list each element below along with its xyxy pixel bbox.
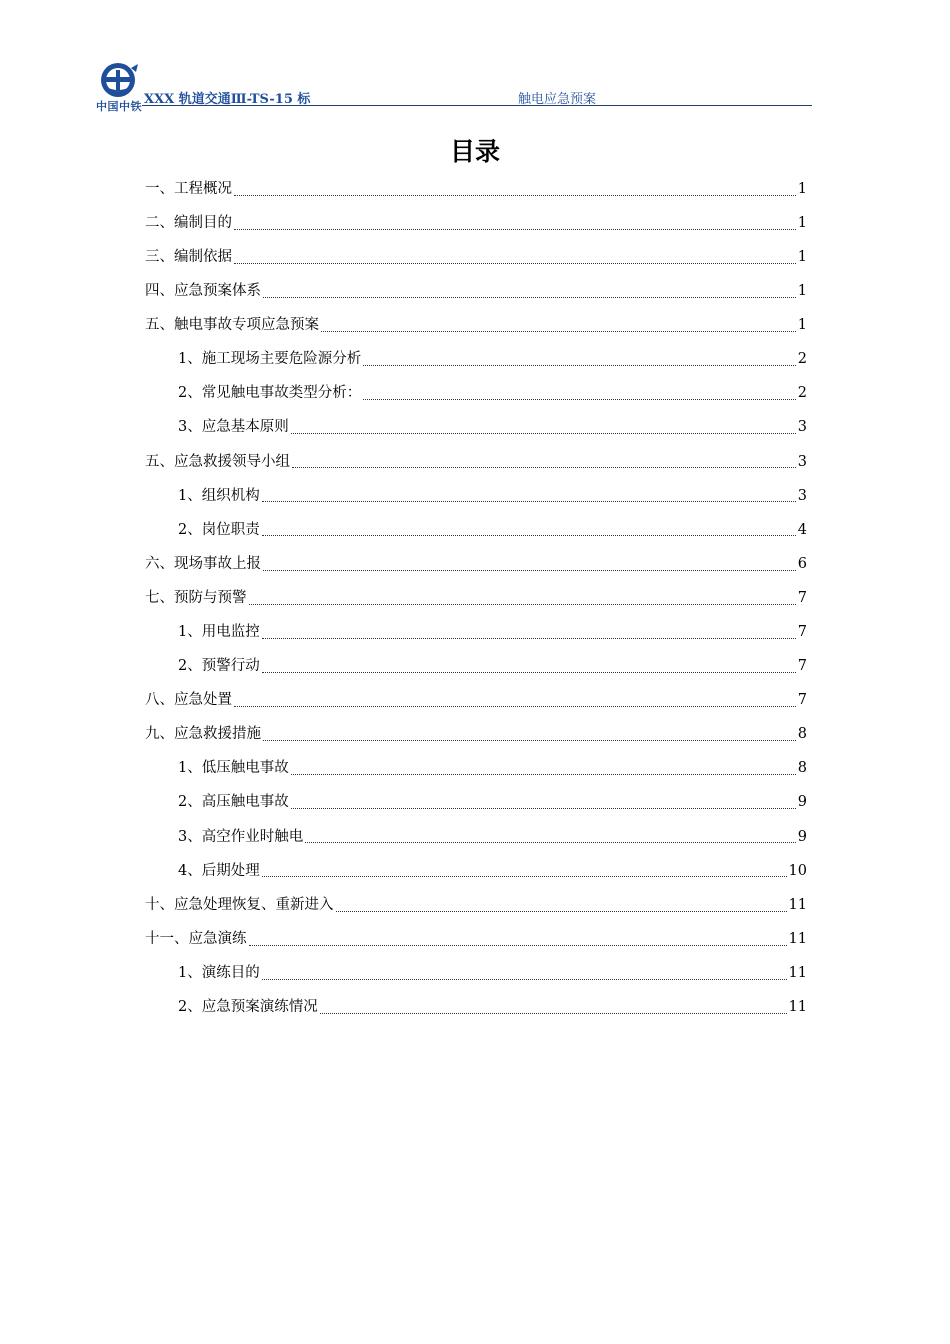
toc-entry-page: 4 — [797, 521, 807, 538]
toc-leader-dots — [234, 229, 796, 230]
toc-entry-label: 1、低压触电事故 — [178, 760, 289, 777]
toc-leader-dots — [262, 638, 796, 639]
toc-title: 目录 — [449, 137, 500, 166]
toc-entry[interactable] — [145, 206, 807, 240]
toc-entry-label: 七、预防与预警 — [145, 589, 247, 606]
toc-leader-dots — [291, 774, 796, 775]
toc-entry-label: 1、施工现场主要危险源分析 — [178, 351, 362, 368]
toc-entry[interactable] — [145, 615, 807, 649]
document-title: 触电应急预案 — [518, 92, 597, 107]
toc-leader-dots — [249, 945, 787, 946]
toc-entry-label: 2、常见触电事故类型分析： — [178, 385, 362, 402]
toc-entry-page: 11 — [788, 964, 807, 981]
toc-entry-page: 1 — [797, 180, 807, 197]
toc-entry-page: 7 — [797, 692, 807, 709]
toc-entry-page: 6 — [797, 555, 807, 572]
toc-leader-dots — [363, 365, 796, 366]
toc-entry-page: 10 — [788, 862, 807, 879]
toc-entry[interactable] — [145, 922, 807, 956]
toc-leader-dots — [262, 672, 796, 673]
toc-entry-label: 2、高压触电事故 — [178, 794, 289, 811]
toc-entry-page: 1 — [797, 317, 807, 334]
toc-leader-dots — [291, 808, 796, 809]
toc-entry-page: 3 — [797, 453, 807, 470]
toc-entry-label: 三、编制依据 — [145, 248, 232, 265]
toc-entry[interactable] — [145, 445, 807, 479]
toc-entry-label: 十一、应急演练 — [145, 930, 247, 947]
toc-entry[interactable] — [145, 820, 807, 854]
toc-entry-page: 8 — [797, 760, 807, 777]
toc-leader-dots — [262, 876, 787, 877]
toc-entry-page: 7 — [797, 658, 807, 675]
toc-leader-dots — [305, 842, 796, 843]
toc-entry[interactable] — [145, 308, 807, 342]
toc-entry[interactable] — [145, 479, 807, 513]
toc-entry-page: 2 — [797, 351, 807, 368]
toc-entry-page: 11 — [788, 999, 807, 1016]
toc-entry[interactable] — [145, 649, 807, 683]
toc-entry-label: 1、组织机构 — [178, 487, 260, 504]
toc-entry[interactable] — [145, 752, 807, 786]
toc-entry[interactable] — [145, 683, 807, 717]
toc-entry-label: 五、触电事故专项应急预案 — [145, 317, 319, 334]
toc-leader-dots — [321, 331, 796, 332]
toc-entry-page: 1 — [797, 214, 807, 231]
toc-entry-page: 7 — [797, 589, 807, 606]
toc-entry-label: 四、应急预案体系 — [145, 283, 261, 300]
project-name: XXX 轨道交通Ⅲ-TS-15 标 — [144, 92, 311, 107]
table-of-contents — [145, 172, 807, 1024]
toc-entry-label: 1、演练目的 — [178, 964, 260, 981]
toc-entry[interactable] — [145, 888, 807, 922]
toc-entry-label: 4、后期处理 — [178, 862, 260, 879]
toc-leader-dots — [263, 297, 796, 298]
toc-entry-label: 五、应急救援领导小组 — [145, 453, 290, 470]
toc-entry[interactable] — [145, 274, 807, 308]
toc-entry[interactable] — [145, 240, 807, 274]
toc-entry-page: 11 — [788, 896, 807, 913]
toc-leader-dots — [292, 467, 796, 468]
toc-entry-page: 3 — [797, 487, 807, 504]
toc-leader-dots — [262, 501, 796, 502]
toc-entry-label: 二、编制目的 — [145, 214, 232, 231]
toc-entry[interactable] — [145, 718, 807, 752]
toc-entry[interactable] — [145, 547, 807, 581]
toc-entry-label: 1、用电监控 — [178, 624, 260, 641]
toc-entry-page: 3 — [797, 419, 807, 436]
toc-entry-label: 十、应急处理恢复、重新进入 — [145, 896, 334, 913]
toc-leader-dots — [234, 706, 796, 707]
toc-entry-label: 2、岗位职责 — [178, 521, 260, 538]
toc-entry-page: 9 — [797, 828, 807, 845]
toc-entry-page: 1 — [797, 283, 807, 300]
toc-leader-dots — [263, 740, 796, 741]
toc-entry[interactable] — [145, 854, 807, 888]
toc-entry[interactable] — [145, 786, 807, 820]
toc-entry-label: 九、应急救援措施 — [145, 726, 261, 743]
toc-entry-page: 2 — [797, 385, 807, 402]
toc-leader-dots — [263, 570, 796, 571]
toc-entry-page: 8 — [797, 726, 807, 743]
toc-entry-page: 11 — [788, 930, 807, 947]
toc-entry-label: 一、工程概况 — [145, 180, 232, 197]
toc-entry[interactable] — [145, 342, 807, 376]
toc-entry-label: 八、应急处置 — [145, 692, 232, 709]
toc-entry-page: 1 — [797, 248, 807, 265]
toc-entry-page: 9 — [797, 794, 807, 811]
toc-leader-dots — [234, 195, 796, 196]
header-rule — [142, 105, 812, 106]
page-header — [96, 62, 812, 113]
toc-entry-label: 3、应急基本原则 — [178, 419, 289, 436]
toc-entry-label: 六、现场事故上报 — [145, 555, 261, 572]
toc-leader-dots — [262, 979, 787, 980]
logo-text: 中国中铁 — [96, 100, 142, 113]
toc-leader-dots — [320, 1013, 787, 1014]
toc-entry-label: 2、应急预案演练情况 — [178, 999, 318, 1016]
toc-entry[interactable] — [145, 990, 807, 1024]
toc-entry-label: 2、预警行动 — [178, 658, 260, 675]
toc-entry-page: 7 — [797, 624, 807, 641]
toc-leader-dots — [262, 535, 796, 536]
toc-entry[interactable] — [145, 411, 807, 445]
toc-entry[interactable] — [145, 581, 807, 615]
toc-entry[interactable] — [145, 172, 807, 206]
toc-leader-dots — [336, 911, 787, 912]
toc-leader-dots — [291, 433, 796, 434]
toc-leader-dots — [249, 604, 796, 605]
toc-leader-dots — [363, 399, 796, 400]
toc-entry[interactable] — [145, 956, 807, 990]
toc-entry-label: 3、高空作业时触电 — [178, 828, 304, 845]
toc-entry[interactable] — [145, 513, 807, 547]
toc-leader-dots — [234, 263, 796, 264]
toc-entry[interactable] — [145, 377, 807, 411]
